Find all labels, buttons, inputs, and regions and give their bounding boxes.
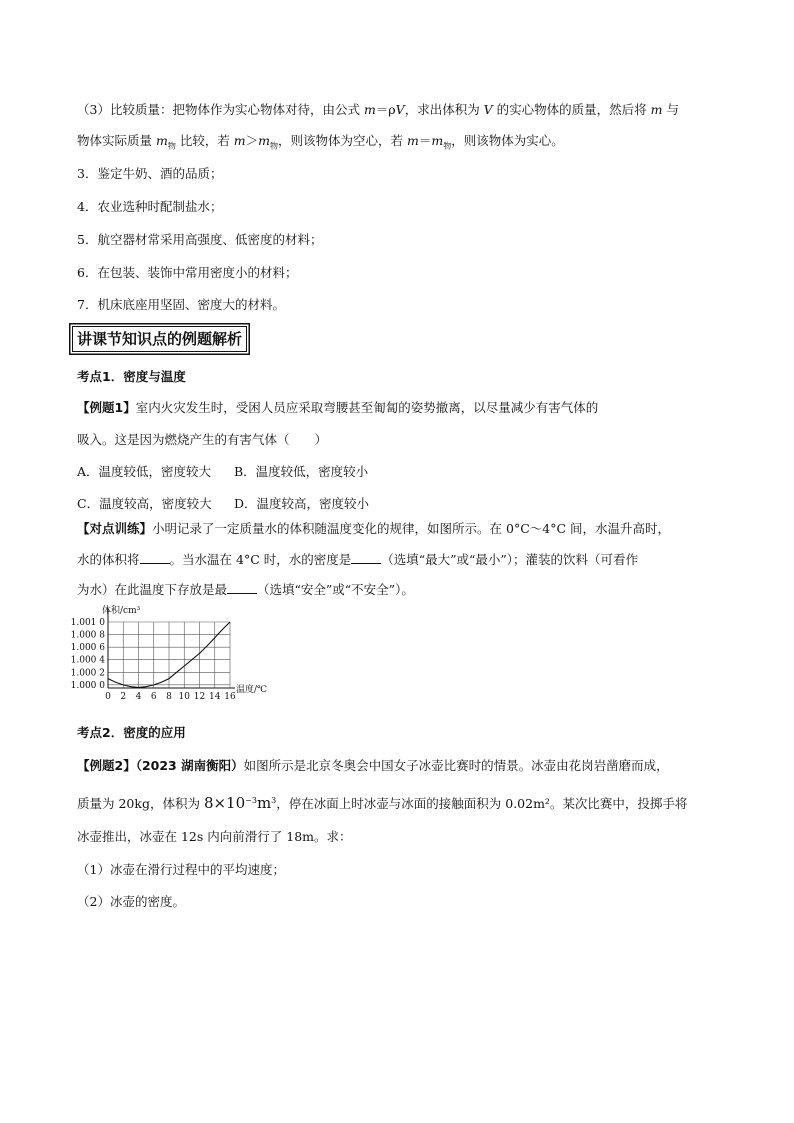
var-v: V xyxy=(483,102,493,117)
text: ＝ρ xyxy=(375,102,396,117)
option-c: C．温度较高，密度较大 xyxy=(77,496,212,511)
text: 比较，若 xyxy=(175,133,234,148)
var-m: m xyxy=(258,133,271,148)
text: ，则该物体为空心，若 xyxy=(278,133,408,148)
text: 为水）在此温度下存放是最 xyxy=(77,582,228,597)
x-tick-label: 0 xyxy=(105,692,111,702)
x-tick-label: 14 xyxy=(209,692,221,702)
training-line-1 xyxy=(77,520,670,538)
y-tick-label: 1.001 0 xyxy=(70,618,105,628)
text: （3）比较质量：把物体作为实心物体对待，由公式 xyxy=(77,102,364,117)
text: 物体实际质量 xyxy=(77,133,156,148)
x-tick-label: 4 xyxy=(135,692,142,702)
example-1-line-1 xyxy=(77,399,598,417)
text: 水的体积将 xyxy=(77,552,140,567)
text: 与 xyxy=(662,102,679,117)
var-v: V xyxy=(395,102,405,117)
y-tick-label: 1.000 0 xyxy=(70,680,105,691)
y-tick-label: 1.000 4 xyxy=(70,655,105,666)
example-2-line-1 xyxy=(77,757,669,775)
text: （选填“安全”或“不安全”）。 xyxy=(257,582,414,597)
text: °C～4 xyxy=(513,521,551,536)
example-1-line-2: 吸入。这是因为燃烧产生的有害气体（ ） xyxy=(77,432,328,447)
text: ＝ xyxy=(418,133,432,148)
question-2: （2）冰壶的密度。 xyxy=(77,894,185,909)
x-tick-label: 2 xyxy=(120,692,127,702)
text: （选填“最大”或“最小”）；灌装的饮料（可看作 xyxy=(381,552,639,567)
volume-exponent: −3 xyxy=(245,796,257,805)
x-tick-label: 6 xyxy=(150,692,157,702)
text: °C 时，水的密度是 xyxy=(243,552,352,567)
text: 如图所示是北京冬奥会中国女子冰壶比赛时的情景。冰壶由花岗岩凿磨而成， xyxy=(243,758,669,773)
list-item-3: 3．鉴定牛奶、酒的品质； xyxy=(77,166,223,181)
paragraph-compare-mass-2 xyxy=(77,132,564,156)
example-2-line-2 xyxy=(77,792,687,813)
list-item-4: 4．农业选种时配制盐水； xyxy=(77,199,223,214)
volume-temperature-chart xyxy=(68,604,283,708)
x-tick-label: 16 xyxy=(224,692,236,702)
text: 室内火灾发生时，受困人员应采取弯腰甚至匍匐的姿势撤离，以尽量减少有害气体的 xyxy=(135,400,599,415)
section-title: 讲课节知识点的例题解析 xyxy=(72,326,247,352)
training-line-3 xyxy=(77,581,414,599)
example-tag: 【例题1】 xyxy=(77,400,136,415)
option-b: B．温度较低，密度较小 xyxy=(234,464,369,479)
text: 小明记录了一定质量水的体积随温度变化的规律，如图所示。在 0 xyxy=(152,521,514,536)
var-m: m xyxy=(363,102,376,117)
answer-blank xyxy=(227,581,257,594)
text: ＞ xyxy=(245,133,259,148)
paragraph-compare-mass xyxy=(77,101,679,119)
list-item-7: 7．机床底座用坚固、密度大的材料。 xyxy=(77,297,285,312)
training-line-2 xyxy=(77,551,638,569)
x-tick-label: 8 xyxy=(166,692,172,702)
subscript: 物 xyxy=(270,141,279,151)
x-tick-label: 12 xyxy=(193,692,206,702)
y-axis-label: 体积/cm³ xyxy=(102,606,141,616)
example-tag: 【例题2】 xyxy=(77,758,136,773)
x-axis-label: 温度/℃ xyxy=(236,685,268,695)
list-item-5: 5．航空器材常采用高强度、低密度的材料； xyxy=(77,232,323,247)
answer-blank xyxy=(351,551,381,564)
list-item-6: 6．在包装、装饰中常用密度小的材料； xyxy=(77,265,298,280)
text: 的实心物体的质量，然后将 xyxy=(492,102,651,117)
volume-unit-exponent: 3 xyxy=(271,796,277,805)
example-source: （2023 湖南衡阳） xyxy=(135,758,244,773)
text: 。当水温在 4 xyxy=(169,552,244,567)
text: ，停在冰面上时冰壶与冰面的接触面积为 0.02m²。某次比赛中，投掷手将 xyxy=(276,796,688,812)
text: 质量为 20kg，体积为 xyxy=(77,796,204,812)
subscript: 物 xyxy=(167,141,176,151)
subscript: 物 xyxy=(443,141,452,151)
example-2-line-3: 冰壶推出，冰壶在 12s 内向前滑行了 18m。求： xyxy=(77,829,352,844)
var-m: m xyxy=(155,133,168,148)
y-tick-label: 1.000 6 xyxy=(70,643,105,654)
y-tick-label: 1.000 2 xyxy=(70,668,105,679)
training-tag: 【对点训练】 xyxy=(77,521,153,536)
kaodian-1-heading: 考点1．密度与温度 xyxy=(77,369,186,384)
text: ，求出体积为 xyxy=(404,102,484,117)
option-d: D．温度较高，密度较小 xyxy=(234,496,370,511)
text: °C 间，水温升高时， xyxy=(550,521,671,536)
text: ，则该物体为实心。 xyxy=(451,133,564,148)
x-tick-label: 10 xyxy=(178,692,190,702)
var-m: m xyxy=(650,102,663,117)
var-m: m xyxy=(407,133,419,148)
var-m: m xyxy=(431,133,444,148)
kaodian-2-heading: 考点2．密度的应用 xyxy=(77,725,186,740)
question-1: （1）冰壶在滑行过程中的平均速度； xyxy=(77,862,285,877)
answer-blank xyxy=(140,551,170,564)
option-a: A．温度较低，密度较大 xyxy=(77,464,212,479)
var-m: m xyxy=(233,133,246,148)
y-tick-label: 1.000 8 xyxy=(70,630,105,641)
volume-unit: m xyxy=(256,794,272,813)
volume-base: 8×10 xyxy=(203,794,246,813)
